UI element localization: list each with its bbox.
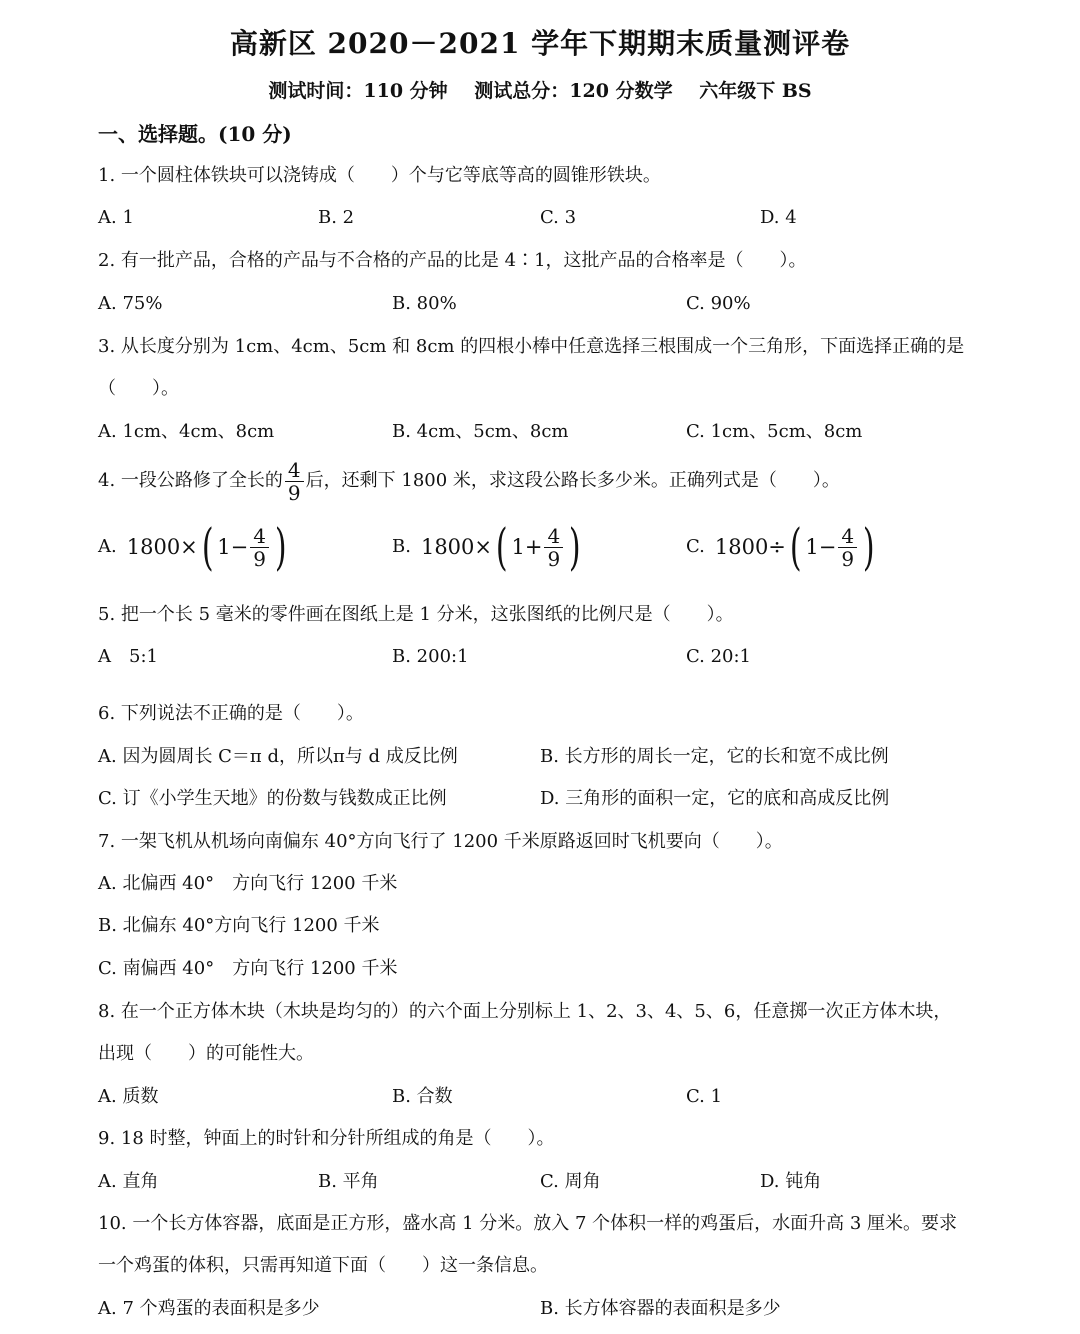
question-1-stem: 1. 一个圆柱体铁块可以浇铸成（ ）个与它等底等高的圆锥形铁块。 xyxy=(98,165,661,186)
fraction-numerator: 4 xyxy=(838,525,857,548)
question-9-stem: 9. 18 时整，钟面上的时针和分针所组成的角是（ ）。 xyxy=(98,1128,555,1149)
q2-option-b: B. 80% xyxy=(392,293,457,314)
q4-c-label: C. xyxy=(686,536,705,557)
question-8-stem: 8. 在一个正方体木块（木块是均匀的）的六个面上分别标上 1、2、3、4、5、6，任意掷一次正方体木块， xyxy=(98,1001,952,1022)
q1-option-b: B. 2 xyxy=(318,207,355,228)
q4-option-c xyxy=(686,518,879,576)
q4-a-inner: 1− xyxy=(217,535,249,559)
q6-option-b: B. 长方形的周长一定，它的长和宽不成比例 xyxy=(540,746,889,767)
fraction-denominator: 9 xyxy=(547,546,561,571)
fraction-numerator: 4 xyxy=(250,525,269,548)
q6-option-d: D. 三角形的面积一定，它的底和高成反比例 xyxy=(540,788,890,809)
q4-fraction-denominator: 9 xyxy=(287,480,301,505)
q1-option-c: C. 3 xyxy=(540,207,577,228)
q4-b-inner: 1+ xyxy=(511,535,543,559)
q4-option-b xyxy=(392,518,585,576)
q7-option-b: B. 北偏东 40°方向飞行 1200 千米 xyxy=(98,915,380,936)
q3-option-b: B. 4cm、5cm、8cm xyxy=(392,421,569,442)
q4-stem-post: 后，还剩下 1800 米，求这段公路长多少米。正确列式是（ ）。 xyxy=(305,470,840,491)
left-paren-icon: ( xyxy=(201,518,214,576)
q4-b-fraction xyxy=(544,525,563,570)
question-2-stem: 2. 有一批产品，合格的产品与不合格的产品的比是 4∶1，这批产品的合格率是（ ）。 xyxy=(98,250,807,271)
question-10-stem-cont: 一个鸡蛋的体积，只需再知道下面（ ）这一条信息。 xyxy=(98,1255,548,1276)
right-paren-icon: ) xyxy=(274,518,287,576)
q1-option-d: D. 4 xyxy=(760,207,797,228)
q8-option-a: A. 质数 xyxy=(98,1086,159,1107)
fraction-numerator: 4 xyxy=(544,525,563,548)
q6-option-a: A. 因为圆周长 C＝π d，所以π与 d 成反比例 xyxy=(98,746,458,767)
q1-option-a: A. 1 xyxy=(98,207,134,228)
q3-option-c: C. 1cm、5cm、8cm xyxy=(686,421,863,442)
q4-fraction xyxy=(285,459,304,504)
question-3-stem-cont: （ ）。 xyxy=(98,378,179,399)
q4-c-fraction xyxy=(838,525,857,570)
question-5-stem: 5. 把一个长 5 毫米的零件画在图纸上是 1 分米，这张图纸的比例尺是（ ）。 xyxy=(98,604,734,625)
test-score: 测试总分：120 分数学 xyxy=(474,80,673,102)
q8-option-c: C. 1 xyxy=(686,1086,723,1107)
q9-option-b: B. 平角 xyxy=(318,1171,379,1192)
question-8-stem-cont: 出现（ ）的可能性大。 xyxy=(98,1043,314,1064)
q3-option-a: A. 1cm、4cm、8cm xyxy=(98,421,275,442)
q9-option-d: D. 钝角 xyxy=(760,1171,822,1192)
q10-option-a: A. 7 个鸡蛋的表面积是多少 xyxy=(98,1298,320,1319)
exam-info xyxy=(0,76,1080,103)
q4-b-label: B. xyxy=(392,536,411,557)
q8-option-b: B. 合数 xyxy=(392,1086,453,1107)
q9-option-a: A. 直角 xyxy=(98,1171,159,1192)
question-7-stem: 7. 一架飞机从机场向南偏东 40°方向飞行了 1200 千米原路返回时飞机要向（ ）。 xyxy=(98,831,783,852)
q4-c-expr: 1800÷ xyxy=(714,535,786,559)
fraction-denominator: 9 xyxy=(841,546,855,571)
question-6-stem: 6. 下列说法不正确的是（ ）。 xyxy=(98,703,364,724)
q4-stem-pre: 4. 一段公路修了全长的 xyxy=(98,470,283,491)
q4-option-a xyxy=(98,518,291,576)
q7-option-c: C. 南偏西 40° 方向飞行 1200 千米 xyxy=(98,958,398,979)
q7-option-a: A. 北偏西 40° 方向飞行 1200 千米 xyxy=(98,873,398,894)
q4-fraction-numerator: 4 xyxy=(285,459,304,482)
section-heading: 一、选择题。(10 分) xyxy=(98,122,292,146)
q5-option-a: A 5:1 xyxy=(98,646,158,667)
right-paren-icon: ) xyxy=(569,518,581,576)
exam-title: 高新区 2020－2021 学年下期期末质量测评卷 xyxy=(229,27,851,60)
q10-option-b: B. 长方体容器的表面积是多少 xyxy=(540,1298,781,1319)
question-4-stem xyxy=(98,456,840,506)
q4-a-fraction xyxy=(250,525,269,570)
question-3-stem: 3. 从长度分别为 1cm、4cm、5cm 和 8cm 的四根小棒中任意选择三根围成一个三角形，下面选择正确的是 xyxy=(98,336,965,357)
right-paren-icon: ) xyxy=(863,518,875,576)
q9-option-c: C. 周角 xyxy=(540,1171,601,1192)
q2-option-c: C. 90% xyxy=(686,293,751,314)
q6-option-c: C. 订《小学生天地》的份数与钱数成正比例 xyxy=(98,788,447,809)
test-time: 测试时间：110 分钟 xyxy=(268,80,448,102)
q4-b-expr: 1800× xyxy=(420,535,492,559)
left-paren-icon: ( xyxy=(789,518,802,576)
question-10-stem: 10. 一个长方体容器，底面是正方形，盛水高 1 分米。放入 7 个体积一样的鸡蛋后，水面升高 3 厘米。要求 xyxy=(98,1213,958,1234)
q4-c-inner: 1− xyxy=(805,535,837,559)
grade-label: 六年级下 BS xyxy=(699,80,812,102)
q4-a-expr: 1800× xyxy=(126,535,198,559)
fraction-denominator: 9 xyxy=(253,546,266,571)
q5-option-b: B. 200:1 xyxy=(392,646,469,667)
q4-a-label: A. xyxy=(98,536,117,557)
q2-option-a: A. 75% xyxy=(98,293,163,314)
left-paren-icon: ( xyxy=(495,518,508,576)
q5-option-c: C. 20:1 xyxy=(686,646,751,667)
